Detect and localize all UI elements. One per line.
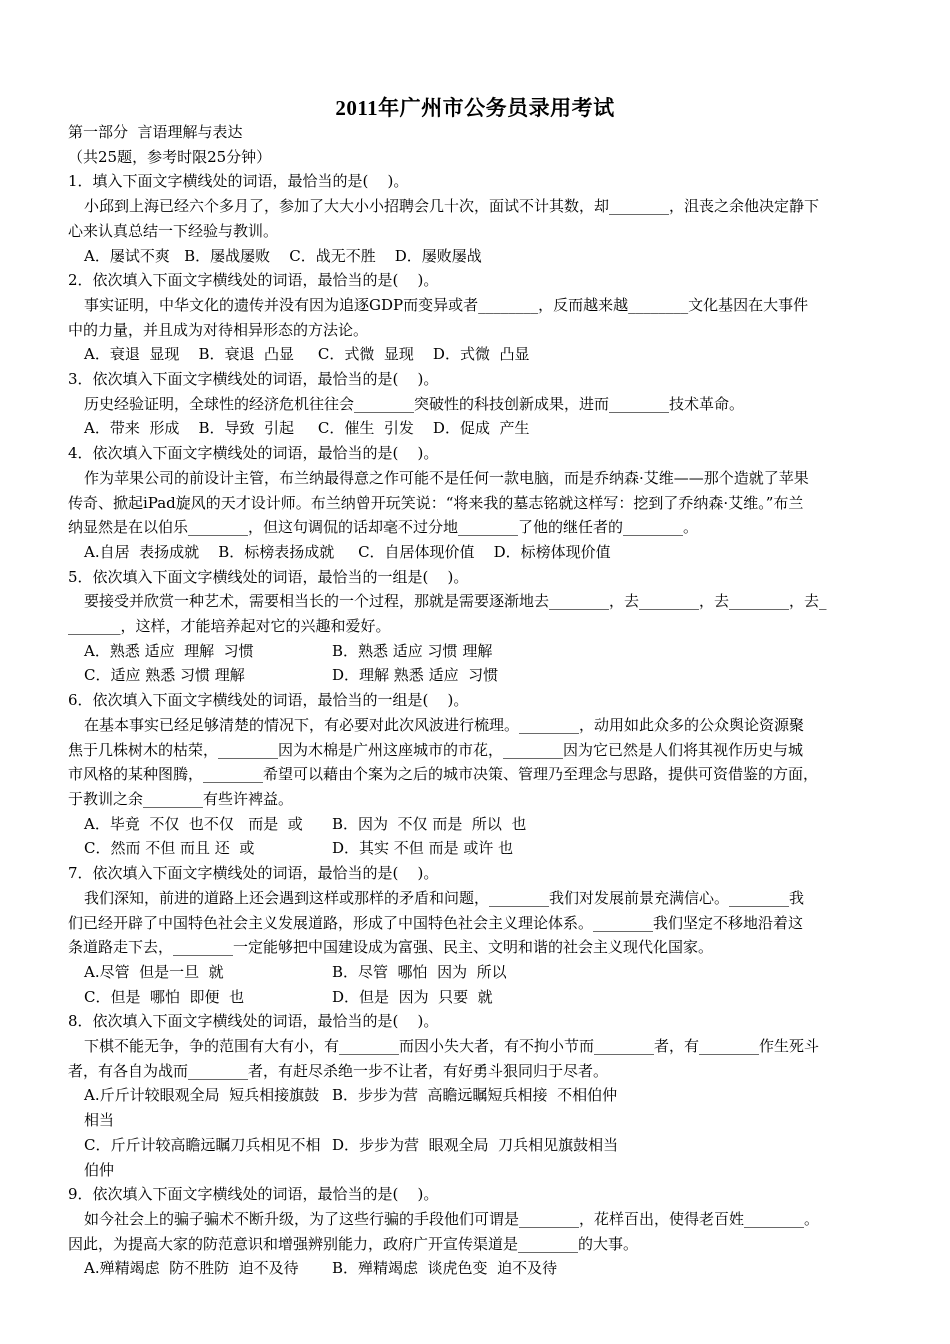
answer-options-row <box>68 985 886 1010</box>
question-2 <box>68 268 886 367</box>
answer-option: B．熟悉 适应 习惯 理解 <box>332 641 493 660</box>
question-passage-line: 市风格的某种图腾，________希望可以藉由个案为之后的城市决策、管理乃至理念与思路，提供可资借鉴的方面， <box>68 765 819 784</box>
question-stem: 4．依次填入下面文字横线处的词语，最恰当的是( )。 <box>68 444 439 463</box>
question-stem: 2．依次填入下面文字横线处的词语，最恰当的是( )。 <box>68 271 439 290</box>
question-stem: 8．依次填入下面文字横线处的词语，最恰当的是( )。 <box>68 1012 439 1031</box>
answer-option: B．尽管 哪怕 因为 所以 <box>332 962 507 981</box>
answer-option: C．斤斤计较高瞻远瞩刀兵相见不相伯仲 <box>84 1135 321 1179</box>
answer-options: A.自居 表扬成就 B．标榜表扬成就 C．自居体现价值 D．标榜体现价值 <box>84 542 611 561</box>
question-list <box>68 169 886 1281</box>
question-passage-line: 作为苹果公司的前设计主管，布兰纳最得意之作可能不是任何一款电脑，而是乔纳森·艾维——那个造就了苹果 <box>84 468 809 487</box>
question-passage-line: 小邱到上海已经六个多月了，参加了大大小小招聘会几十次，面试不计其数，却________，沮丧之余他决定静下 <box>84 197 820 216</box>
question-7 <box>68 861 886 1009</box>
answer-option: A.尽管 但是一旦 就 <box>84 962 224 981</box>
question-3 <box>68 367 886 441</box>
answer-options-row <box>68 1083 886 1132</box>
question-passage-line: 我们深知，前进的道路上还会遇到这样或那样的矛盾和问题，________我们对发展前景充满信心。________我 <box>84 888 805 907</box>
answer-options: A．衰退 显现 B．衰退 凸显 C．式微 显现 D．式微 凸显 <box>84 345 530 364</box>
section-heading: 第一部分 言语理解与表达 <box>68 123 243 141</box>
question-passage-line: 条道路走下去，________一定能够把中国建设成为富强、民主、文明和谐的社会主义现代化国家。 <box>68 938 714 957</box>
question-passage-line: 中的力量，并且成为对待相异形态的方法论。 <box>68 320 369 339</box>
question-passage-line: 纳显然是在以伯乐________，但这句调侃的话却毫不过分地________了他的继任者的________。 <box>68 518 699 537</box>
question-passage-line: 焦于几株树木的枯荣，________因为木棉是广州这座城市的市花，________因为它已然是人们将其视作历史与城 <box>68 740 804 759</box>
question-5 <box>68 565 886 689</box>
question-6 <box>68 688 886 861</box>
answer-option: A.斤斤计较眼观全局 短兵相接旗鼓相当 <box>84 1086 320 1130</box>
answer-options-row <box>68 639 886 664</box>
question-stem: 6．依次填入下面文字横线处的词语，最恰当的一组是( )。 <box>68 691 469 710</box>
answer-option: A．熟悉 适应 理解 习惯 <box>84 641 254 660</box>
answer-option: A．毕竟 不仅 也不仅 而是 或 <box>84 814 303 833</box>
question-1 <box>68 169 886 268</box>
answer-option: A.殚精竭虑 防不胜防 迫不及待 <box>84 1259 299 1278</box>
answer-options-row <box>68 1256 886 1281</box>
question-passage-line: 要接受并欣赏一种艺术，需要相当长的一个过程，那就是需要逐渐地去________，去________，去________，去_ <box>84 592 827 611</box>
answer-options-row <box>68 663 886 688</box>
answer-option: D．但是 因为 只要 就 <box>332 987 493 1006</box>
answer-options-row <box>68 1133 886 1182</box>
question-passage-line: 如今社会上的骗子骗术不断升级，为了这些行骗的手段他们可谓是________，花样百出，使得老百姓________。 <box>84 1209 820 1228</box>
answer-options: A．屡试不爽 B．屡战屡败 C．战无不胜 D．屡败屡战 <box>84 246 482 265</box>
question-passage-line: 下棋不能无争，争的范围有大有小，有________而因小失大者，有不拘小节而________者，有________作生死斗 <box>84 1037 820 1056</box>
answer-option: B．步步为营 高瞻远瞩短兵相接 不相伯仲 <box>332 1086 618 1105</box>
exam-content <box>68 120 886 1281</box>
section-instructions: （共25题，参考时限25分钟） <box>68 147 272 166</box>
answer-option: B．殚精竭虑 谈虎色变 迫不及待 <box>332 1259 558 1278</box>
question-9 <box>68 1182 886 1281</box>
answer-options: A．带来 形成 B．导致 引起 C．催生 引发 D．促成 产生 <box>84 419 530 438</box>
question-passage-line: 在基本事实已经足够清楚的情况下，有必要对此次风波进行梳理。________，动用如此众多的公众舆论资源聚 <box>84 715 805 734</box>
question-passage-line: 事实证明，中华文化的遗传并没有因为追逐GDP而变异或者________，反而越来越________文化基因在大事件 <box>84 295 809 314</box>
answer-option: D．理解 熟悉 适应 习惯 <box>332 666 499 685</box>
answer-option: D．其实 不但 而是 或许 也 <box>332 839 514 858</box>
answer-option: C．适应 熟悉 习惯 理解 <box>84 666 245 685</box>
question-passage-line: 传奇、掀起iPad旋风的天才设计师。布兰纳曾开玩笑说：“将来我的墓志铭就这样写：挖到了乔纳森·艾维。”布兰 <box>68 493 804 512</box>
answer-option: D．步步为营 眼观全局 刀兵相见旗鼓相当 <box>332 1135 619 1154</box>
question-4 <box>68 441 886 565</box>
answer-options-row <box>68 836 886 861</box>
answer-option: C．然而 不但 而且 还 或 <box>84 839 255 858</box>
question-passage-line: 者，有各自为战而________者，有赶尽杀绝一步不让者，有好勇斗狠同归于尽者。 <box>68 1061 609 1080</box>
question-passage-line: 于教训之余________有些许裨益。 <box>68 789 294 808</box>
question-passage-line: _______，这样，才能培养起对它的兴趣和爱好。 <box>68 617 391 636</box>
answer-options-row <box>68 960 886 985</box>
exam-title: 2011年广州市公务员录用考试 <box>335 96 615 120</box>
question-8 <box>68 1009 886 1182</box>
question-stem: 5．依次填入下面文字横线处的词语，最恰当的一组是( )。 <box>68 567 469 586</box>
question-passage-line: 历史经验证明，全球性的经济危机往往会________突破性的科技创新成果，进而________技术革命。 <box>84 394 745 413</box>
answer-option: B．因为 不仅 而是 所以 也 <box>332 814 527 833</box>
question-stem: 1．填入下面文字横线处的词语，最恰当的是( )。 <box>68 172 409 191</box>
question-stem: 9．依次填入下面文字横线处的词语，最恰当的是( )。 <box>68 1185 439 1204</box>
question-passage-line: 们已经开辟了中国特色社会主义发展道路，形成了中国特色社会主义理论体系。________我们坚定不移地沿着这 <box>68 913 804 932</box>
question-stem: 7．依次填入下面文字横线处的词语，最恰当的是( )。 <box>68 864 439 883</box>
question-passage-line: 心来认真总结一下经验与教训。 <box>68 221 279 240</box>
question-passage-line: 因此，为提高大家的防范意识和增强辨别能力，政府广开宣传渠道是________的大事。 <box>68 1234 639 1253</box>
question-stem: 3．依次填入下面文字横线处的词语，最恰当的是( )。 <box>68 370 439 389</box>
answer-options-row <box>68 812 886 837</box>
answer-option: C．但是 哪怕 即便 也 <box>84 987 245 1006</box>
